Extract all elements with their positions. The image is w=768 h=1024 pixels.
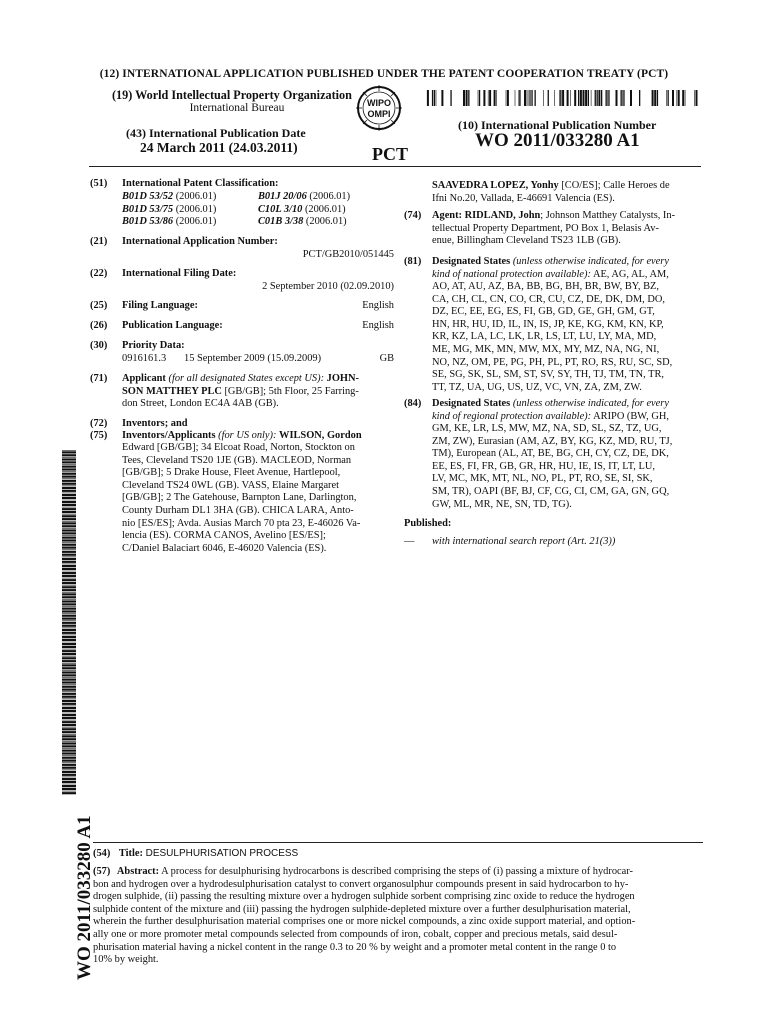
inventor-line: County Durham DL1 3HA (GB). CHICA LARA, Anto- [122, 504, 354, 516]
designated-states-national-note: (unless otherwise indicated, for every [512, 256, 669, 267]
publication-number: WO 2011/033280 A1 [475, 130, 640, 151]
designated-states-national-line: SE, SG, SK, SL, SM, ST, SV, SY, TH, TJ, TM, TN, TR, [432, 369, 665, 381]
ipc-version: (2006.01) [173, 216, 217, 228]
app-number-num: (21) [90, 236, 108, 247]
designated-states-regional-line: GW, ML, MR, NE, SN, TD, TG). [432, 498, 572, 510]
abstract-line: 10% by weight. [93, 954, 159, 966]
app-number-value: PCT/GB2010/051445 [302, 249, 394, 260]
designated-states-regional-label: Designated States [432, 398, 511, 409]
title-value: DESULPHURISATION PROCESS [145, 848, 299, 859]
filing-date-label: International Filing Date: [122, 268, 237, 279]
priority-label: Priority Data: [122, 340, 185, 351]
logo-text-top: WIPO [367, 98, 391, 108]
abstract-line: phurisation material having a nickel content in the range 0.3 to 20 % by weight and a promoter metal content in the range 0 to [93, 941, 617, 953]
designated-states-national-line: AO, AT, AU, AZ, BA, BB, BG, BH, BR, BW, BY, BZ, [432, 281, 659, 292]
inventor-line: [GB/GB]; 2 The Gatehouse, Barnpton Lane, Darlington, [122, 492, 357, 504]
pct-label: PCT [372, 144, 408, 164]
inventors-num: (72) [90, 418, 108, 429]
title-num: (54) [93, 848, 111, 859]
inventor-line: Tees, Cleveland TS20 1JE (GB). MACLEOD, Norman [122, 454, 352, 466]
filing-language-num: (25) [90, 300, 108, 311]
document-type-line: (12) INTERNATIONAL APPLICATION PUBLISHED UNDER THE PATENT COOPERATION TREATY (PCT) [99, 68, 669, 80]
applicant-note: (for all designated States except US): [168, 373, 325, 384]
designated-states-regional-note: kind of regional protection available): [432, 410, 592, 422]
designated-states-regional-line: EE, ES, FI, FR, GB, GR, HR, HU, IE, IS, IT, LT, LU, [432, 460, 655, 472]
designated-states-national-line: DZ, EC, EE, EG, ES, FI, GB, GD, GE, GH, GM, GT, [432, 306, 655, 318]
ipc-code: C10L 3/10 [258, 203, 303, 215]
designated-states-national-line: ME, MG, MK, MN, MW, MX, MY, MZ, NA, NG, NI, [432, 343, 660, 355]
published-label: Published: [404, 518, 452, 529]
pub-language-value: English [362, 320, 394, 331]
abstract-line: bon and hydrogen over a hydrodesulphurisation catalyst to convert organosulphur compounds present in said hydrocarbon to hy- [93, 878, 629, 890]
designated-states-regional-line: LV, MC, MK, MT, NL, NO, PL, PT, RO, SE, SI, SK, [432, 473, 653, 485]
designated-states-national-line: AE, AG, AL, AM, [592, 268, 669, 280]
priority-num: (30) [90, 340, 108, 351]
applicant-num: (71) [90, 373, 108, 384]
abstract-line: ally one or more promoter metal compounds selected from compounds of iron, cobalt, copper and precious metals, said desul- [93, 928, 618, 940]
designated-states-regional-num: (84) [404, 398, 422, 409]
ipc-version: (2006.01) [302, 203, 346, 215]
pub-language-num: (26) [90, 320, 108, 331]
ipc-label: International Patent Classification: [122, 178, 279, 189]
side-publication-number [44, 800, 95, 980]
side-publication-number-text: WO 2011/033280 A1 [74, 815, 95, 980]
designated-states-regional-line: SM, TR), OAPI (BF, BJ, CF, CG, CI, CM, GA, GN, GQ, [432, 485, 670, 497]
right-column [404, 180, 704, 560]
wipo-logo [355, 84, 403, 142]
designated-states-regional-line: GM, KE, LR, LS, MW, MZ, NA, SD, SL, SZ, TZ, UG, [432, 423, 662, 434]
barcode-top [425, 90, 701, 106]
abstract-divider [93, 842, 703, 843]
ipc-version: (2006.01) [303, 216, 347, 228]
ipc-code: B01D 53/52 [122, 191, 174, 202]
agent-name: RIDLAND, John [464, 210, 541, 221]
barcode-side [62, 450, 76, 795]
abstract-lines [93, 879, 703, 967]
published-dash: — [404, 536, 415, 547]
designated-states-national-list [432, 281, 704, 394]
inventor-line: lencia (ES). CORMA CANOS, Avelino [ES/ES]; [122, 530, 326, 542]
abstract-label: Abstract: [116, 866, 160, 877]
inventor-line: [GB/GB]; 5 Drake House, Fleet Avenue, Hartlepool, [122, 467, 341, 479]
priority-country: GB [379, 353, 394, 364]
publication-date: 24 March 2011 (24.03.2011) [140, 140, 298, 155]
priority-date: 15 September 2009 (15.09.2009) [184, 353, 322, 364]
designated-states-national-note: kind of national protection available): [432, 268, 591, 280]
designated-states-national-line: TT, TZ, UA, UG, US, UZ, VC, VN, ZA, ZM, ZW. [432, 381, 642, 393]
inventors-applicants-note: (for US only): [218, 430, 277, 441]
abstract-section [93, 866, 703, 967]
inventors-applicants-num: (75) [90, 430, 108, 441]
priority-application: 0916161.3 [122, 353, 167, 364]
designated-states-national-label: Designated States [432, 256, 511, 267]
applicant-name-part1: JOHN- [326, 373, 359, 384]
designated-states-national-num: (81) [404, 256, 422, 267]
abstract-num: (57) [93, 866, 111, 877]
title-label: Title: [118, 848, 143, 859]
designated-states-regional-note: (unless otherwise indicated, for every [512, 398, 669, 409]
published-item-text: with international search report (Art. 21(3)) [432, 536, 616, 547]
applicant-name-part2: SON MATTHEY PLC [122, 385, 222, 397]
inventor-line: Edward [GB/GB]; 34 Elcoat Road, Norton, Stockton on [122, 442, 355, 453]
designated-states-regional-line: ZM, ZW), Eurasian (AM, AZ, BY, KG, KZ, MD, RU, TJ, [432, 435, 673, 447]
ipc-code: B01J 20/06 [258, 191, 307, 202]
publication-number-label: (10) International Publication Number [458, 118, 657, 132]
title-section [93, 848, 703, 861]
abstract-line: A process for desulphurising hydrocarbons is described comprising the steps of (i) passing a mixture of hydrocar- [161, 866, 633, 877]
inventor-line: C/Daniel Balaciart 6046, E-46020 Valencia (ES). [122, 542, 327, 554]
agent-label: Agent: [432, 210, 463, 221]
ipc-row [122, 216, 394, 229]
designated-states-regional-line: ARIPO (BW, GH, [593, 410, 669, 422]
header-divider [89, 166, 701, 167]
ipc-row [122, 204, 394, 217]
inventors-continued: SAAVEDRA LOPEZ, Yonhy [CO/ES]; Calle Heroes de Ifni No.20, Vallada, E-46691 Valencia (ES). [432, 180, 670, 204]
inventor-continued-line: Ifni No.20, Vallada, E-46691 Valencia (ES). [432, 192, 615, 204]
filing-language-label: Filing Language: [122, 300, 198, 311]
organization-name: (19) World Intellectual Property Organization [112, 88, 352, 102]
applicant-label: Applicant [122, 373, 166, 384]
designated-states-national-line: NO, NZ, OM, PE, PG, PH, PL, PT, RO, RS, RU, SC, SD, [432, 356, 673, 368]
ipc-code: B01D 53/75 [122, 203, 174, 215]
left-column [90, 178, 394, 558]
app-number-label: International Application Number: [122, 236, 278, 247]
inventors-applicants-label: Inventors/Applicants [122, 430, 216, 441]
ipc-row [122, 191, 394, 204]
inventors-label: Inventors; and [122, 418, 188, 429]
agent-line: tellectual Property Department, PO Box 1, Belasis Av- [432, 222, 659, 234]
ipc-version: (2006.01) [173, 191, 217, 202]
abstract-line: sulphide content of the mixture and (iii) passing the hydrogen sulphide-depleted mixture over a further desulphurisation material, [93, 903, 631, 915]
abstract-line: drogen sulphide, (ii) passing the resulting mixture over a hydrogen sulphide sorbent comprising zinc oxide to reduce the hydrogen [93, 891, 635, 903]
applicant-address-line2: don Street, London EC4A 4AB (GB). [122, 398, 279, 410]
designated-states-regional-line: TM), European (AL, AT, BE, BG, CH, CY, CZ, DE, DK, [432, 448, 669, 460]
filing-date-value: 2 September 2010 (02.09.2010) [262, 281, 394, 292]
logo-text-bottom: OMPI [367, 109, 391, 119]
ipc-version: (2006.01) [173, 203, 217, 215]
inventor-line: WILSON, Gordon [279, 430, 362, 441]
ipc-version: (2006.01) [306, 191, 351, 202]
inventor-line: Cleveland TS24 0WL (GB). VASS, Elaine Margaret [122, 479, 340, 491]
designated-states-national-line: HN, HR, HU, ID, IL, IN, IS, JP, KE, KG, KM, KN, KP, [432, 318, 664, 330]
filing-date-num: (22) [90, 268, 108, 279]
abstract-line: wherein the further desulphurisation material comprises one or more nickel compounds, a zinc oxide support material, and option- [93, 916, 636, 928]
ipc-number: (51) [90, 178, 108, 189]
ipc-code: C01B 3/38 [258, 216, 304, 228]
inventor-lines [122, 442, 394, 555]
ipc-table [122, 191, 394, 229]
agent-line: ; Johnson Matthey Catalysts, In- [540, 210, 676, 221]
designated-states-regional-list [432, 423, 704, 511]
inventor-line: nio [ES/ES]; Avda. Ausias March 70 pta 23, E-46026 Va- [122, 517, 361, 529]
agent-num: (74) [404, 210, 422, 221]
publication-date-label: (43) International Publication Date [126, 126, 306, 140]
designated-states-national-line: KR, KZ, LA, LC, LK, LR, LS, LT, LU, LY, MA, MD, [432, 331, 657, 343]
agent-line: enue, Billingham Cleveland TS23 1LB (GB). [432, 235, 621, 247]
designated-states-national-line: CA, CH, CL, CN, CO, CR, CU, CZ, DE, DK, DM, DO, [432, 293, 665, 305]
pub-language-label: Publication Language: [122, 320, 223, 331]
filing-language-value: English [362, 300, 394, 311]
organization-bureau: International Bureau [189, 102, 285, 114]
ipc-code: B01D 53/86 [122, 216, 174, 228]
applicant-address-line1: [GB/GB]; 5th Floor, 25 Farring- [221, 385, 359, 397]
